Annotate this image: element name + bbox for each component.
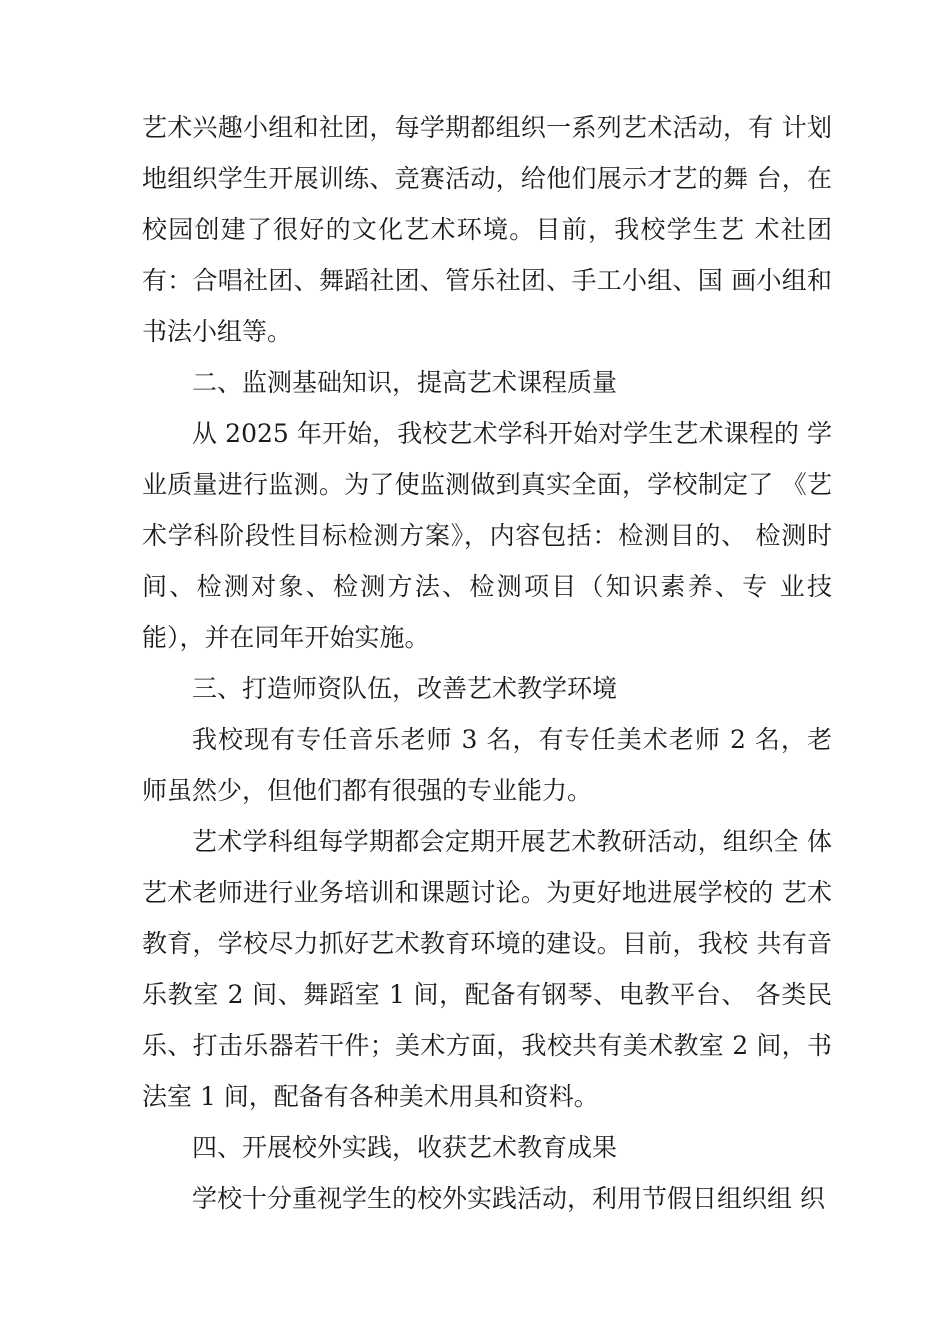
paragraph-4: 艺术学科组每学期都会定期开展艺术教研活动，组织全 体艺术老师进行业务培训和课题讨论。为更好地进展学校的 艺术教育，学校尽力抓好艺术教育环境的建设。目前，我校 共有音乐教室 2 间、舞蹈室 1 间，配备有钢琴、电教平台、 各类民乐、打击乐器若干件；美术方面，我校共有美术教室 2 间，书法室 1 间，配备有各种美术用具和资料。 [142,827,832,1111]
paragraph-3: 我校现有专任音乐老师 3 名，有专任美术老师 2 名，老 师虽然少，但他们都有很强的专业能力。 [142,725,832,805]
paragraph-2: 从 2025 年开始，我校艺术学科开始对学生艺术课程的 学业质量进行监测。为了使监测做到真实全面，学校制定了 《艺术学科阶段性目标检测方案》，内容包括：检测目的、 检测时间、检测对象、检测方法、检测项目（知识素养、专 业技能），并在同年开始实施。 [142,419,832,652]
section-heading-3: 三、打造师资队伍，改善艺术教学环境 [192,674,618,703]
document-body [142,102,832,1224]
paragraph-1: 艺术兴趣小组和社团，每学期都组织一系列艺术活动，有 计划地组织学生开展训练、竞赛活动，给他们展示才艺的舞 台，在校园创建了很好的文化艺术环境。目前，我校学生艺 术社团有：合唱社团、舞蹈社团、管乐社团、手工小组、国 画小组和书法小组等。 [142,113,832,346]
section-heading-4: 四、开展校外实践，收获艺术教育成果 [192,1133,618,1162]
section-heading-2: 二、监测基础知识，提高艺术课程质量 [192,368,618,397]
paragraph-5: 学校十分重视学生的校外实践活动，利用节假日组织组 织 [192,1184,825,1213]
